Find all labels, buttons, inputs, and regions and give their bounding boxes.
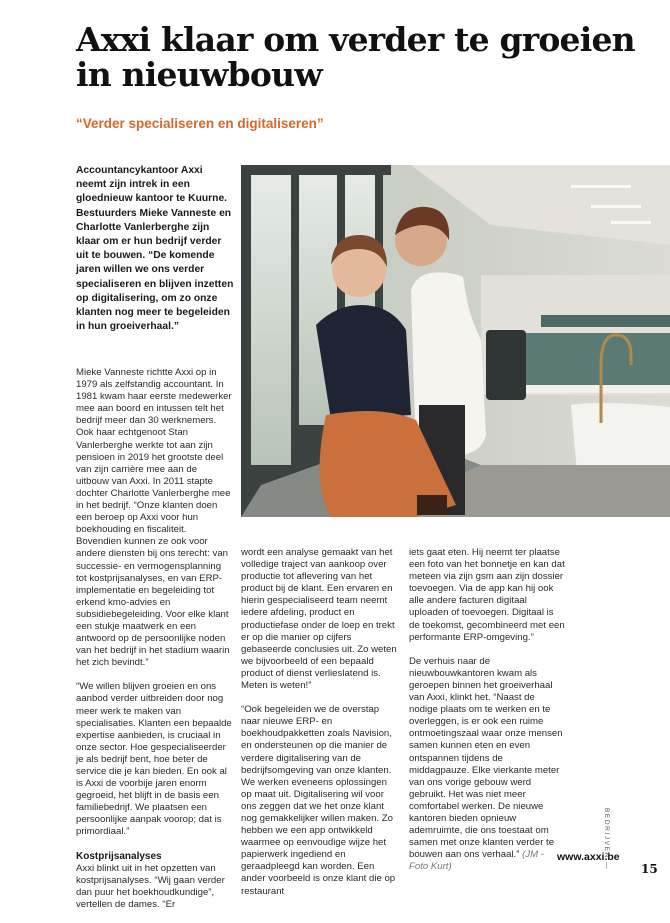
- paragraph: iets gaat eten. Hij neemt ter plaatse een foto van het bonnetje en kan dat meteen via zijn gsm aan zijn dossier toevoegen. Via de app kan hij ook alle andere facturen digitaal uploaden of toevoegen. Digitaal is de toekomst, gecombineerd met een performante ERP-omgeving.”: [409, 547, 565, 643]
- article-title: Axxi klaar om verder te groeien in nieuwbouw: [76, 20, 635, 94]
- paragraph: “We willen blijven groeien en ons aanbod verder uitbreiden door nog meer werk te maken van specialisaties. Klanten een bepaalde expertise aanbieden, is cruciaal in onze sector. Hoe gespecialiseerder je als bedrijf bent, hoe beter de service die je kan bieden. En ook al is Axxi de voorbije jaren enorm gegroeid, het blijft in de basis een familiebedrijf. We plaatsen een persoonlijke aanpak voorop; dat is primordiaal.”: [76, 681, 232, 838]
- paragraph: [409, 656, 565, 874]
- body-column-3: [409, 547, 565, 885]
- page-number: 15: [641, 862, 658, 876]
- article-intro: Accountancykantoor Axxi neemt zijn intrek in een gloednieuw kantoor te Kuurne. Bestuurders Mieke Vanneste en Charlotte Vanlerberghe zijn klaar om er hun bedrijf verder uit te bouwen. “De komende jaren willen we ons verder specialiseren en blijven inzetten op digitalisering, om zo onze klanten nog meer te begeleiden in hun groeiverhaal.”: [76, 165, 234, 333]
- body-column-1: [76, 367, 232, 923]
- photo-caption: Charlotte Vanlerberghe en Mieke Vanneste.: [538, 649, 656, 668]
- body-column-2: [241, 547, 397, 910]
- section-heading: Kostprijsanalyses: [76, 850, 162, 862]
- article-subtitle: “Verder specialiseren en digitaliseren”: [76, 116, 324, 131]
- paragraph: wordt een analyse gemaakt van het volledige traject van aankoop over productie tot aflevering van het product bij de klant. Een ervaren en hierin gespecialiseerd team neemt iedere afdeling, product en productiefase onder de loep en trekt er op die manier op cijfers gebaseerde conclusies uit. Zo weten we bijvoorbeeld of een bepaald product of dienst verlieslatend is. Meten is weten!”: [241, 547, 397, 692]
- paragraph: “Ook begeleiden we de overstap naar nieuwe ERP- en boekhoudpakketten zoals Navision, en ondersteunen op die manier de verdere digitalisering van de bedrijfsomgeving van onze klanten. We werken eveneens oplossingen op maat uit. Digitalisering wil voor ons zeggen dat we het onze klant nog gemakkelijker willen maken. Zo hebben we een app ontwikkeld waarmee op eenvoudige wijze het papierwerk ingediend en geraadpleegd kan worden. Een ander voorbeeld is onze klant die op restaurant: [241, 704, 396, 897]
- photo-credit: (JM - Foto Kurt): [409, 849, 544, 873]
- paragraph: Mieke Vanneste richtte Axxi op in 1979 als zelfstandig accountant. In 1981 kwam haar eerste medewerker mee aan boord en intussen telt het bedrijf meer dan 30 werknemers. Ook haar echtgenoot Stan Vanlerberghe werkte tot aan zijn pensioen in 2019 het grootste deel van zijn carrière mee aan de uitbouw van Axxi. In 2011 stapte dochter Charlotte Vanlerberghe mee in het bedrijf. “Onze klanten doen een beroep op Axxi voor hun boekhouding en fiscaliteit. Bovendien kunnen ze ook voor andere diensten bij ons terecht: van successie- en vermogensplanning tot kostprijsanalyses, en van ERP-implementatie en begeleiding tot erkend kmo-advies en subsidiebegeleiding. Voor elke klant een stukje maatwerk en een antwoord op de persoonlijke noden van het bedrijf in het stadium waarin het zich bevindt.”: [76, 367, 232, 669]
- paragraph: Axxi blinkt uit in het opzetten van kostprijsanalyses. “Wij gaan verder dan puur het boekhoudkundige”, vertellen de dames. “Er: [76, 862, 225, 910]
- paragraph-text: De verhuis naar de nieuwbouwkantoren kwam als geroepen binnen het groeiverhaal van Axxi, klinkt het. “Naast de nodige plaats om te werken en te overleggen, is er ook een ruime ontmoetingszaal waar onze mensen samen kunnen eten en even ontspannen tijdens de middagpauze. Elke vierkante meter van ons vorige gebouw werd gebruikt. Het was niet meer comfortabel werken. De nieuwe kantoren bieden opnieuw ademruimte, die ons toestaat om samen met onze klanten verder te bouwen aan ons verhaal.”: [409, 655, 563, 861]
- section-label: BEDRIJVEN —: [603, 808, 610, 871]
- website-link[interactable]: www.axxi.be: [557, 851, 620, 863]
